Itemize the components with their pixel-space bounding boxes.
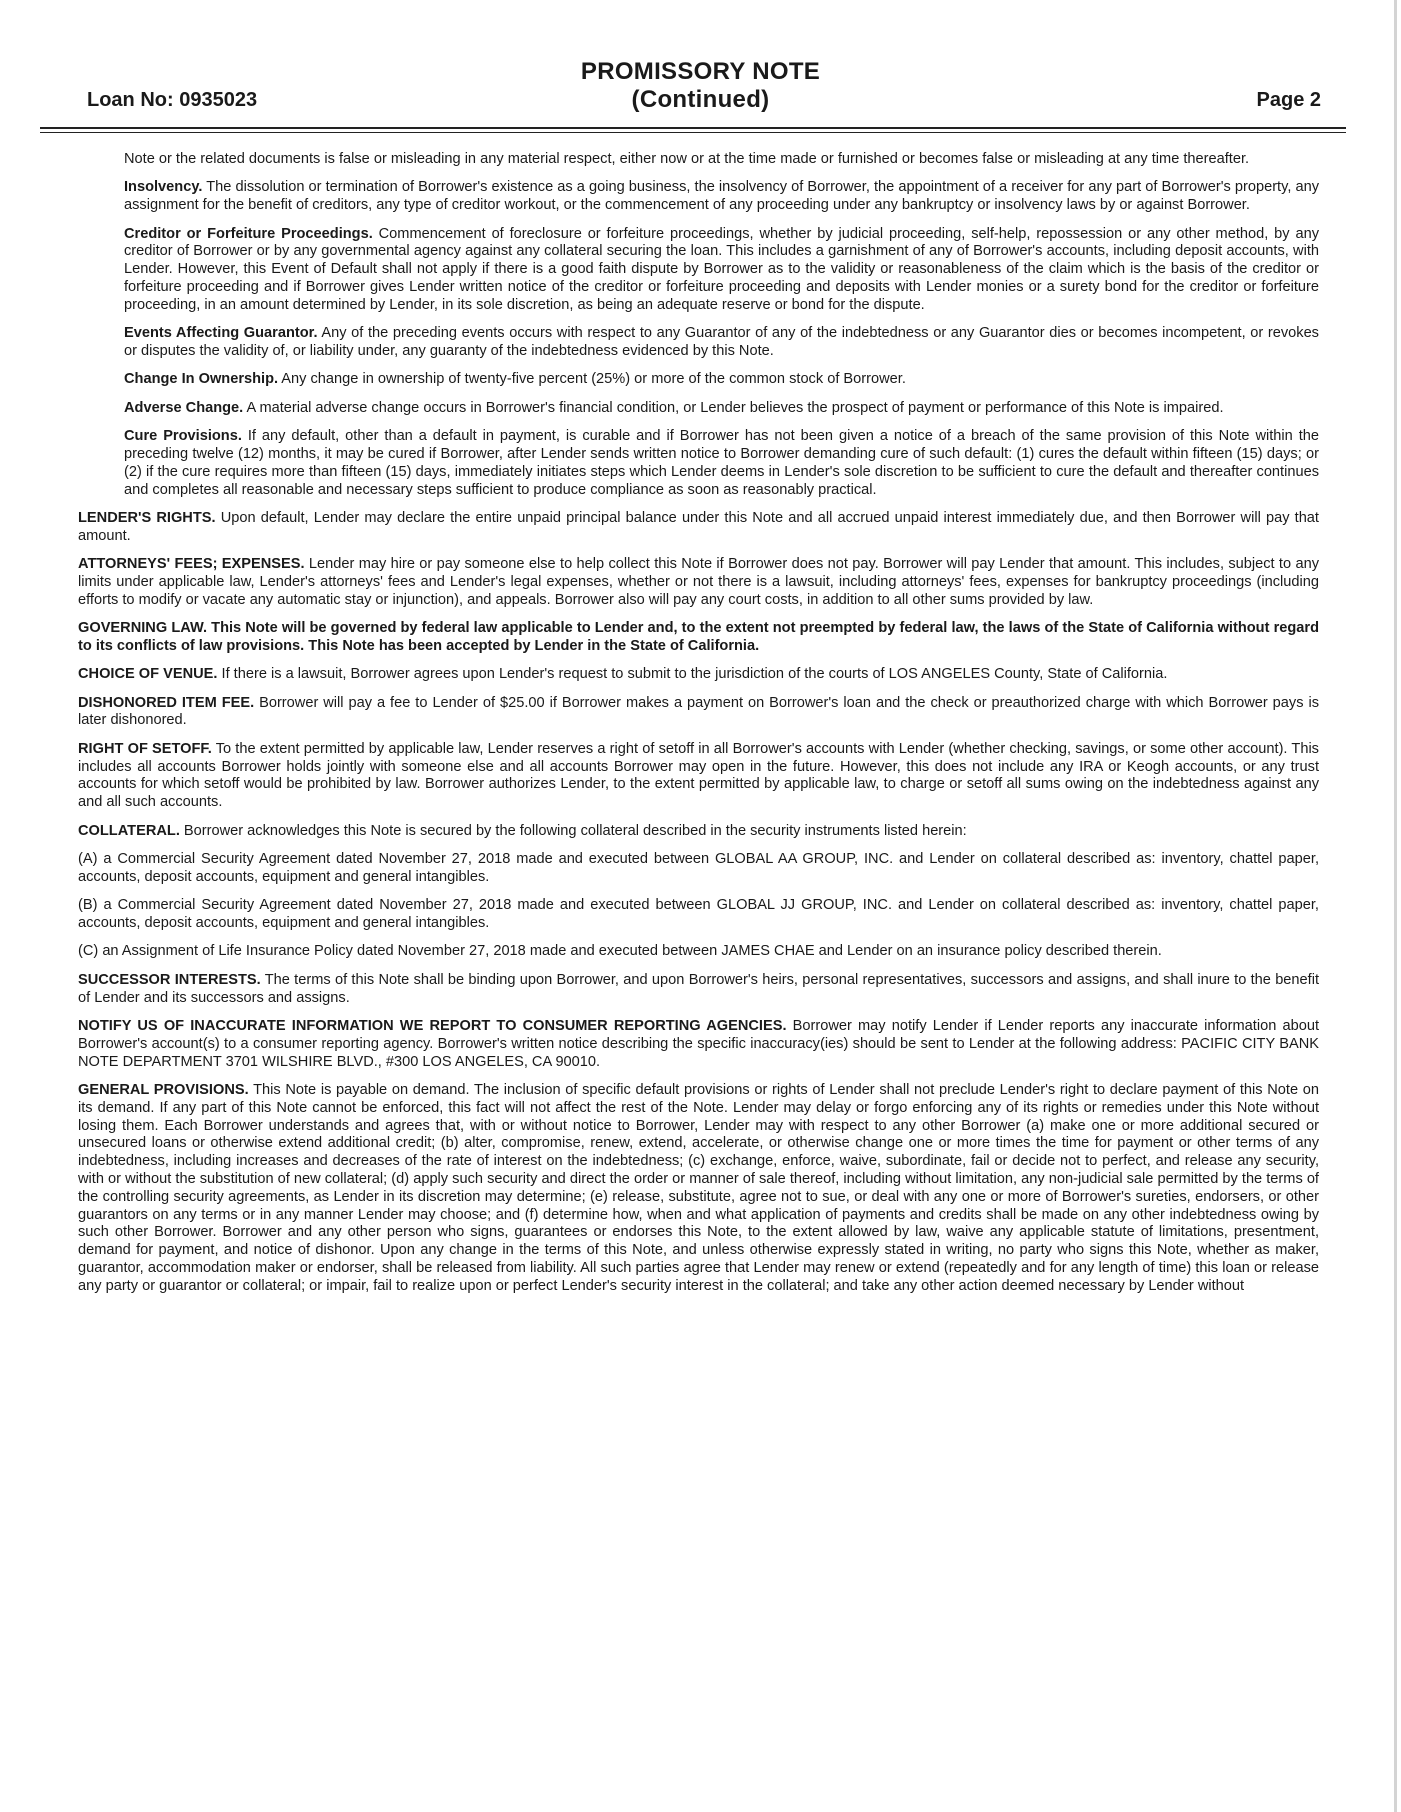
- paragraph-lenders-rights: [78, 510, 1319, 546]
- paragraph-notify-inaccurate-info: [78, 1018, 1319, 1071]
- paragraph-collateral-c: [78, 943, 1319, 961]
- paragraph-heading: Insolvency.: [124, 179, 203, 196]
- paragraph-creditor-forfeiture: [124, 226, 1319, 315]
- header-rule-thick: [40, 127, 1346, 129]
- paragraph-text: Borrower may notify Lender if Lender reports any inaccurate information about Borrower's account(s) to a consumer reporting agency. Borrower's written notice describing the specific inaccuracy(ies) should be sent to Lender at the following address: PACIFIC CITY BANK NOTE DEPARTMENT 3701 WILSHIRE BLVD., #300 LOS ANGELES, CA 90010.: [78, 1017, 1319, 1070]
- paragraph-text: (B) a Commercial Security Agreement dated November 27, 2018 made and executed between GLOBAL JJ GROUP, INC. and Lender on collateral described as: inventory, chattel paper, accounts, deposit accounts, equipment and general intangibles.: [78, 897, 1319, 931]
- paragraph-heading: GOVERNING LAW.: [78, 620, 208, 637]
- paragraph-collateral-a: [78, 851, 1319, 887]
- paragraph-text: (A) a Commercial Security Agreement dated November 27, 2018 made and executed between GLOBAL AA GROUP, INC. and Lender on collateral described as: inventory, chattel paper, accounts, deposit accounts, equipment and general intangibles.: [78, 851, 1319, 885]
- paragraph-text: Upon default, Lender may declare the entire unpaid principal balance under this Note and all accrued unpaid interest immediately due, and then Borrower will pay that amount.: [78, 509, 1319, 544]
- paragraph-collateral: [78, 823, 1319, 841]
- paragraph-heading: LENDER'S RIGHTS.: [78, 509, 216, 526]
- paragraph-heading: SUCCESSOR INTERESTS.: [78, 971, 261, 988]
- document-subtitle: (Continued): [631, 86, 770, 113]
- header-rule-thin: [40, 132, 1346, 133]
- paragraph-heading: NOTIFY US OF INACCURATE INFORMATION WE REPORT TO CONSUMER REPORTING AGENCIES.: [78, 1017, 787, 1034]
- paragraph-governing-law: [78, 620, 1319, 656]
- paragraph-continuation: [124, 151, 1319, 169]
- paragraph-text: Borrower will pay a fee to Lender of $25.00 if Borrower makes a payment on Borrower's loan and the check or preauthorized charge with which Borrower pays is later dishonored.: [78, 694, 1319, 729]
- scan-page-edge: [1394, 0, 1397, 1812]
- paragraph-heading: CHOICE OF VENUE.: [78, 666, 218, 683]
- paragraph-attorneys-fees: [78, 556, 1319, 609]
- document-title: PROMISSORY NOTE: [580, 58, 821, 85]
- paragraph-text: (C) an Assignment of Life Insurance Policy dated November 27, 2018 made and executed between JAMES CHAE and Lender on an insurance policy described therein.: [78, 943, 1162, 960]
- paragraph-text: Borrower acknowledges this Note is secured by the following collateral described in the security instruments listed herein:: [179, 822, 967, 839]
- paragraph-heading: ATTORNEYS' FEES; EXPENSES.: [78, 556, 305, 573]
- document-body: [78, 151, 1319, 1306]
- paragraph-right-of-setoff: [78, 741, 1319, 812]
- paragraph-text: Note or the related documents is false or misleading in any material respect, either now or at the time made or furnished or becomes false or misleading at any time thereafter.: [124, 151, 1250, 167]
- paragraph-choice-of-venue: [78, 666, 1319, 684]
- loan-number: Loan No: 0935023: [87, 89, 258, 111]
- paragraph-text: If there is a lawsuit, Borrower agrees upon Lender's request to submit to the jurisdiction of the courts of LOS ANGELES County, State of California.: [217, 666, 1168, 683]
- paragraph-adverse-change: [124, 400, 1319, 418]
- paragraph-text: To the extent permitted by applicable law, Lender reserves a right of setoff in all Borrower's accounts with Lender (whether checking, savings, or some other account). This includes all accounts Borrower holds jointly with someone else and all accounts Borrower may open in the future. However, this does not include any IRA or Keogh accounts, or any trust accounts for which setoff would be prohibited by law. Borrower authorizes Lender, to the extent permitted by applicable law, to charge or setoff all sums owing on the indebtedness against any and all such accounts.: [78, 740, 1319, 811]
- paragraph-text: This Note will be governed by federal law applicable to Lender and, to the extent not preempted by federal law, the laws of the State of California without regard to its conflicts of law provisions. This Note has been accepted by Lender in the State of California.: [78, 620, 1320, 654]
- paragraph-heading: Change In Ownership.: [124, 371, 279, 388]
- paragraph-heading: DISHONORED ITEM FEE.: [78, 694, 255, 711]
- paragraph-text: Commencement of foreclosure or forfeiture proceedings, whether by judicial proceeding, self-help, repossession or any other method, by any creditor of Borrower or by any governmental agency against any collateral securing the loan. This includes a garnishment of any of Borrower's accounts, including deposit accounts, with Lender. However, this Event of Default shall not apply if there is a good faith dispute by Borrower as to the validity or reasonableness of the claim which is the basis of the creditor or forfeiture proceeding and if Borrower gives Lender written notice of the creditor or forfeiture proceeding and deposits with Lender monies or a surety bond for the creditor or forfeiture proceeding, in an amount determined by Lender, in its sole discretion, as being an adequate reserve or bond for the dispute.: [124, 225, 1319, 313]
- paragraph-text: The terms of this Note shall be binding upon Borrower, and upon Borrower's heirs, personal representatives, successors and assigns, and shall inure to the benefit of Lender and its successors and assigns.: [78, 971, 1320, 1006]
- paragraph-cure-provisions: [124, 428, 1319, 499]
- paragraph-text: Any of the preceding events occurs with respect to any Guarantor of any of the indebtedness or any Guarantor dies or becomes incompetent, or revokes or disputes the validity of, or liability under, any guaranty of the indebtedness evidenced by this Note.: [124, 325, 1319, 359]
- paragraph-heading: RIGHT OF SETOFF.: [78, 740, 212, 757]
- paragraph-heading: GENERAL PROVISIONS.: [78, 1081, 249, 1098]
- paragraph-heading: Cure Provisions.: [124, 428, 242, 445]
- paragraph-events-affecting-guarantor: [124, 325, 1319, 361]
- paragraph-text: A material adverse change occurs in Borrower's financial condition, or Lender believes the prospect of payment or performance of this Note is impaired.: [243, 399, 1224, 416]
- paragraph-change-in-ownership: [124, 371, 1319, 389]
- paragraph-text: If any default, other than a default in payment, is curable and if Borrower has not been given a notice of a breach of the same provision of this Note within the preceding twelve (12) months, it may be cured if Borrower, after Lender sends written notice to Borrower demanding cure of such default: (1) cures the default within fifteen (15) days; or (2) if the cure requires more than fifteen (15) days, immediately initiates steps which Lender deems in Lender's sole discretion to be sufficient to cure the default and thereafter continues and completes all reasonable and necessary steps sufficient to produce compliance as soon as reasonably practical.: [124, 428, 1319, 498]
- paragraph-text: This Note is payable on demand. The inclusion of specific default provisions or rights of Lender shall not preclude Lender's right to declare payment of this Note on its demand. If any part of this Note cannot be enforced, this fact will not affect the rest of the Note. Lender may delay or forgo enforcing any of its rights or remedies under this Note without losing them. Each Borrower understands and agrees that, with or without notice to Borrower, Lender may with respect to any other Borrower (a) make one or more additional secured or unsecured loans or otherwise extend additional credit; (b) alter, compromise, renew, extend, accelerate, or otherwise change one or more times the time for payment or other terms of any indebtedness, including increases and decreases of the rate of interest on the indebtedness; (c) exchange, enforce, waive, subordinate, fail or decide not to perfect, and release any security, with or without the substitution of new collateral; (d) apply such security and direct the order or manner of sale thereof, including without limitation, any non-judicial sale permitted by the terms of the controlling security agreements, as Lender in its discretion may determine; (e) release, substitute, agree not to sue, or deal with any one or more of Borrower's sureties, endorsers, or other guarantors on any terms or in any manner Lender may choose; and (f) determine how, when and what application of payments and credits shall be made on any other indebtedness owing by such other Borrower. Borrower and any other person who signs, guarantees or endorses this Note, to the extent allowed by law, waive any applicable statute of limitations, presentment, demand for payment, and notice of dishonor. Upon any change in the terms of this Note, and unless otherwise expressly stated in writing, no party who signs this Note, whether as maker, guarantor, accommodation maker or endorser, shall be released from liability. All such parties agree that Lender may renew or extend (repeatedly and for any length of time) this loan or release any party or guarantor or collateral; or impair, fail to realize upon or perfect Lender's security interest in the collateral; and take any other action deemed necessary by Lender without: [78, 1081, 1319, 1294]
- paragraph-heading: Creditor or Forfeiture Proceedings.: [124, 225, 373, 242]
- paragraph-general-provisions: [78, 1082, 1319, 1296]
- paragraph-successor-interests: [78, 972, 1319, 1008]
- paragraph-heading: Adverse Change.: [124, 399, 244, 416]
- paragraph-heading: Events Affecting Guarantor.: [124, 325, 318, 342]
- page-number: Page 2: [1256, 89, 1321, 111]
- paragraph-text: Any change in ownership of twenty-five percent (25%) or more of the common stock of Borrower.: [278, 371, 906, 388]
- paragraph-heading: COLLATERAL.: [78, 822, 180, 839]
- paragraph-text: Lender may hire or pay someone else to help collect this Note if Borrower does not pay. Borrower will pay Lender that amount. This includes, subject to any limits under applicable law, Lender's attorneys' fees and Lender's legal expenses, whether or not there is a lawsuit, including attorneys' fees, expenses for bankruptcy proceedings (including efforts to modify or vacate any automatic stay or injunction), and appeals. Borrower also will pay any court costs, in addition to all other sums provided by law.: [78, 556, 1319, 608]
- paragraph-dishonored-item-fee: [78, 695, 1319, 731]
- document-header: [0, 0, 1401, 140]
- paragraph-collateral-b: [78, 897, 1319, 933]
- paragraph-insolvency: [124, 179, 1319, 215]
- paragraph-text: The dissolution or termination of Borrower's existence as a going business, the insolvency of Borrower, the appointment of a receiver for any part of Borrower's property, any assignment for the benefit of creditors, any type of creditor workout, or the commencement of any proceeding under any bankruptcy or insolvency laws by or against Borrower.: [124, 179, 1319, 214]
